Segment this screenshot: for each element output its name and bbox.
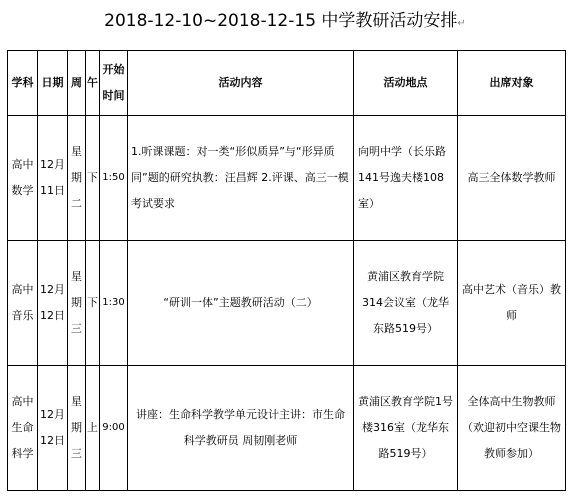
header-audience: 出席对象 [458,51,566,116]
cell-content: “研训一体”主题教研活动（二） [128,241,354,366]
page-title: 2018-12-10~2018-12-15 中学教研活动安排↵ [104,11,466,31]
cell-week: 星期二 [68,116,86,241]
cell-week: 星期三 [68,366,86,491]
header-content: 活动内容 [128,51,354,116]
header-place: 活动地点 [354,51,458,116]
cell-content: 1.听课课题：对一类“形似质异”与“形异质同”题的研究执教：汪昌辉 2.评课、高三一模考试要求 [128,116,354,241]
header-start-time: 开始时间 [100,51,128,116]
header-week: 周 [68,51,86,116]
cell-noon: 下 [86,116,100,241]
header-row [8,51,566,116]
cell-audience: 高三全体数学教师 [458,116,566,241]
schedule-table [7,50,566,491]
cell-start-time: 1:30 [100,241,128,366]
cell-audience: 高中艺术（音乐）教师 [458,241,566,366]
cell-noon: 下 [86,241,100,366]
cell-subject: 高中音乐 [8,241,38,366]
cell-subject: 高中数学 [8,116,38,241]
table-row [8,366,566,491]
header-subject: 学科 [8,51,38,116]
cell-place: 黄浦区教育学院314会议室（龙华东路519号） [354,241,458,366]
cell-content: 讲座：生命科学教学单元设计主讲：市生命科学教研员 周韧刚老师 [128,366,354,491]
cell-place: 向明中学（长乐路141号逸夫楼108室） [354,116,458,241]
cell-date: 12月12日 [38,366,68,491]
cell-week: 星期三 [68,241,86,366]
table-row [8,116,566,241]
table-row [8,241,566,366]
cell-place: 黄浦区教育学院1号楼316室（龙华东路519号） [354,366,458,491]
cell-date: 12月12日 [38,241,68,366]
header-noon: 午 [86,51,100,116]
paragraph-mark-icon: ↵ [457,18,466,29]
cell-audience: 全体高中生物教师（欢迎初中空课生物教师参加） [458,366,566,491]
cell-subject: 高中生命科学 [8,366,38,491]
cell-noon: 上 [86,366,100,491]
cell-start-time: 9:00 [100,366,128,491]
cell-date: 12月11日 [38,116,68,241]
cell-start-time: 1:50 [100,116,128,241]
header-date: 日期 [38,51,68,116]
